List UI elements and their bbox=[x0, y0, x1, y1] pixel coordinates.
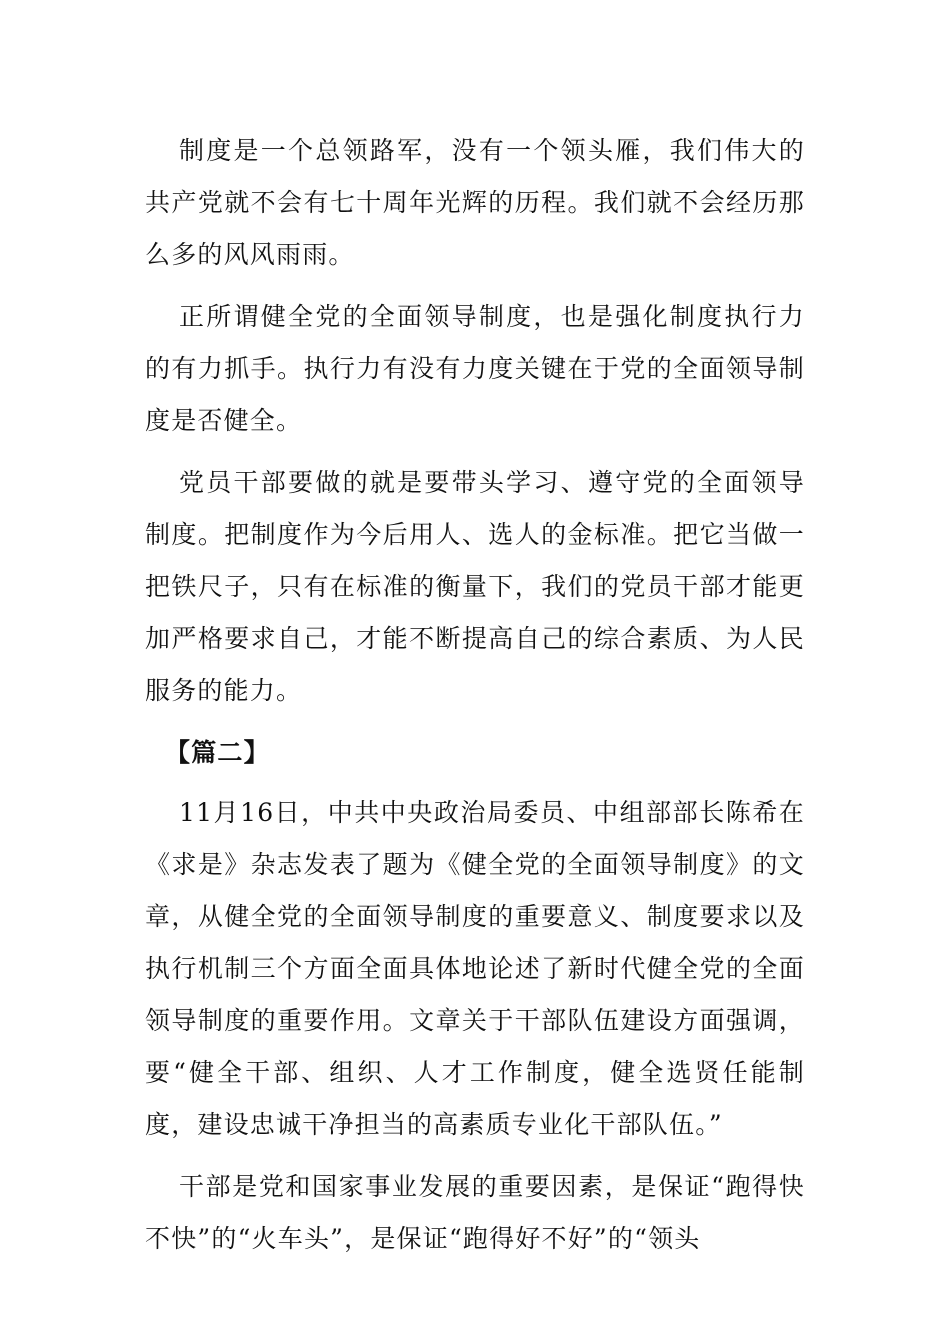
section-heading: 【篇二】 bbox=[165, 738, 270, 767]
paragraph-1: 制度是一个总领路军，没有一个领头雁，我们伟大的共产党就不会有七十周年光辉的历程。我们就不会经历那么多的风风雨雨。 bbox=[145, 136, 805, 269]
paragraph-5: 干部是党和国家事业发展的重要因素，是保证“跑得快不快”的“火车头”，是保证“跑得好不好”的“领头 bbox=[145, 1172, 805, 1253]
document-body bbox=[145, 125, 805, 1275]
paragraph-3: 党员干部要做的就是要带头学习、遵守党的全面领导制度。把制度作为今后用人、选人的金标准。把它当做一把铁尺子，只有在标准的衡量下，我们的党员干部才能更加严格要求自己，才能不断提高自己的综合素质、为人民服务的能力。 bbox=[145, 468, 805, 705]
paragraph-2: 正所谓健全党的全面领导制度，也是强化制度执行力的有力抓手。执行力有没有力度关键在于党的全面领导制度是否健全。 bbox=[145, 302, 805, 435]
paragraph-4: 11月16日，中共中央政治局委员、中组部部长陈希在《求是》杂志发表了题为《健全党的全面领导制度》的文章，从健全党的全面领导制度的重要意义、制度要求以及执行机制三个方面全面具体地论述了新时代健全党的全面领导制度的重要作用。文章关于干部队伍建设方面强调，要“健全干部、组织、人才工作制度，健全选贤任能制度，建设忠诚干净担当的高素质专业化干部队伍。” bbox=[145, 798, 805, 1139]
